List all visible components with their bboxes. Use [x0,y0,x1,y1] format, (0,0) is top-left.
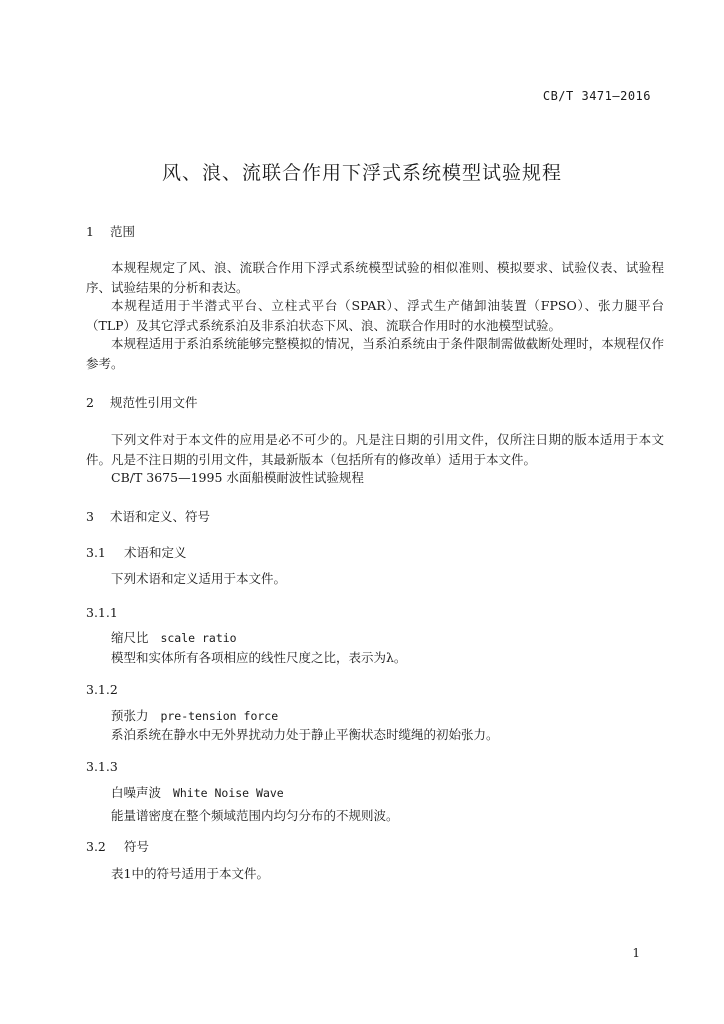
subsection-title: 符号 [123,839,149,854]
subsection-3-1-intro: 下列术语和定义适用于本文件。 [111,571,287,586]
term-name: 白噪声波 [111,785,162,800]
section-3-heading [86,507,664,527]
term-3-1-1 [86,628,689,648]
normative-reference: CB/T 3675—1995 水面船模耐波性试验规程 [111,470,364,485]
section-number: 2 [86,395,94,410]
subsection-number: 3.2 [86,839,106,854]
section-1-paragraph-1: 本规程规定了风、浪、流联合作用下浮式系统模型试验的相似准则、模拟要求、试验仪表、试验程序、试验结果的分析和表达。 [86,260,664,295]
section-1-paragraph-2: 本规程适用于半潜式平台、立柱式平台（SPAR）、浮式生产储卸油装置（FPSO）、张力腿平台（TLP）及其它浮式系统系泊及非系泊状态下风、浪、流联合作用时的水池模型试验。 [86,298,664,333]
section-number: 3 [86,509,94,524]
term-3-1-2-number: 3.1.2 [86,682,118,697]
section-title: 范围 [109,224,135,239]
term-english: White Noise Wave [172,786,284,800]
subsection-3-2-intro: 表1中的符号适用于本文件。 [111,866,269,881]
section-2-heading [86,393,664,413]
term-name: 预张力 [111,708,149,723]
term-english: pre-tension force [160,709,279,723]
standard-code: CB/T 3471—2016 [542,89,651,103]
page-number: 1 [632,946,640,960]
subsection-3-2-heading [86,837,664,857]
term-english: scale ratio [160,631,237,645]
section-title: 规范性引用文件 [109,395,198,410]
term-3-1-2 [86,706,689,726]
section-1-paragraph-3: 本规程适用于系泊系统能够完整模拟的情况，当系泊系统由于条件限制需做截断处理时，本规程仅作参考。 [86,336,664,371]
term-3-1-3-number: 3.1.3 [86,759,118,774]
section-number: 1 [86,224,94,239]
term-3-1-3-definition: 能量谱密度在整个频域范围内均匀分布的不规则波。 [111,808,399,823]
term-name: 缩尺比 [111,630,149,645]
subsection-title: 术语和定义 [123,545,187,560]
section-1-heading [86,222,664,242]
section-title: 术语和定义、符号 [109,509,210,524]
term-3-1-1-definition: 模型和实体所有各项相应的线性尺度之比，表示为λ。 [111,650,407,665]
term-3-1-2-definition: 系泊系统在静水中无外界扰动力处于静止平衡状态时缆绳的初始张力。 [111,727,499,742]
subsection-number: 3.1 [86,545,106,560]
section-2-paragraph-1: 下列文件对于本文件的应用是必不可少的。凡是注日期的引用文件，仅所注日期的版本适用于本文件。凡是不注日期的引用文件，其最新版本（包括所有的修改单）适用于本文件。 [86,432,664,467]
subsection-3-1-heading [86,543,664,563]
term-3-1-3 [86,783,689,803]
document-title: 风、浪、流联合作用下浮式系统模型试验规程 [161,162,562,184]
term-3-1-1-number: 3.1.1 [86,605,118,620]
